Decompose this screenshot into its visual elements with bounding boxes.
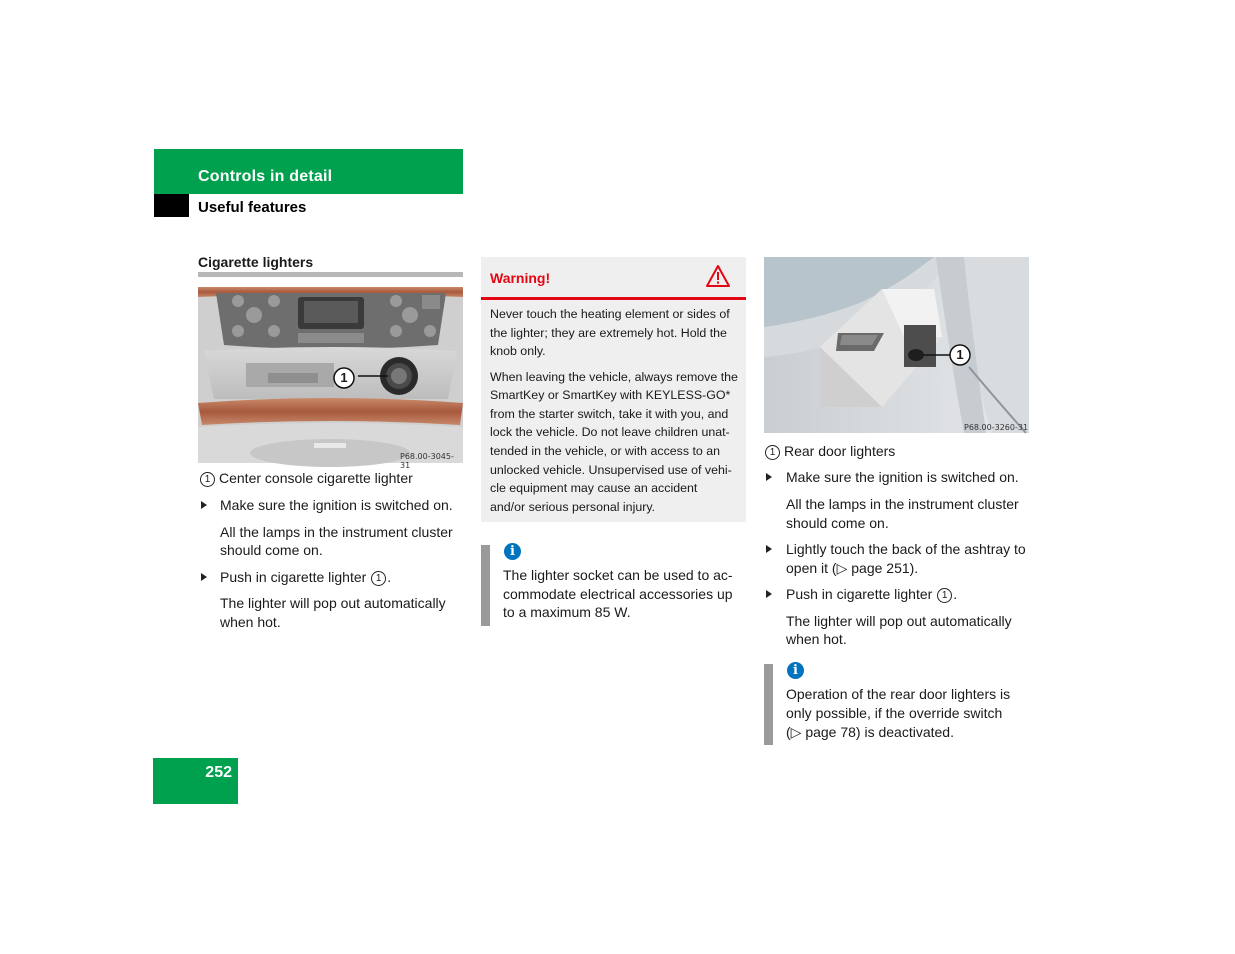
figure-callout-1: 1 <box>956 347 964 362</box>
section-title: Controls in detail <box>198 168 333 185</box>
step-number: 1 <box>937 588 952 603</box>
right-caption <box>765 442 895 461</box>
warning-line-1: Never touch the heating element or sides of <box>490 307 730 321</box>
right-step-2-line-2: open it (▷ page 251). <box>786 560 919 576</box>
warning-line-11: and/or serious personal injury. <box>490 500 656 514</box>
left-step-1-result-line-2: should come on. <box>220 542 323 558</box>
page-number: 252 <box>205 764 232 781</box>
step-text: Push in cigarette lighter <box>220 569 371 585</box>
left-step-1: Make sure the ignition is switched on. <box>220 497 453 513</box>
left-step-2-result-line-2: when hot. <box>220 614 281 630</box>
caption-text: Center console cigarette lighter <box>219 470 413 486</box>
right-step-3-result-line-1: The lighter will pop out automatically <box>786 613 1012 629</box>
info-2-line-3: (▷ page 78) is deactivated. <box>786 724 954 740</box>
figure-callout-1: 1 <box>340 370 348 385</box>
heading-rule <box>198 272 463 277</box>
subsection-title: Useful features <box>198 199 307 216</box>
warning-line-8: tended in the vehicle, or with access to an <box>490 444 721 458</box>
warning-line-4: When leaving the vehicle, always remove the <box>490 370 738 384</box>
info-2-line-2: only possible, if the override switch <box>786 705 1003 721</box>
info-1-line-1: The lighter socket can be used to ac- <box>503 567 733 583</box>
right-step-3-result-line-2: when hot. <box>786 631 847 647</box>
figure-code: P68.00-3260-31 <box>964 423 1029 432</box>
right-step-1: Make sure the ignition is switched on. <box>786 469 1019 485</box>
left-caption <box>200 469 413 488</box>
left-step-2-result-line-1: The lighter will pop out automatically <box>220 595 446 611</box>
warning-line-5: SmartKey or SmartKey with KEYLESS-GO* <box>490 388 731 402</box>
info-1-line-2: commodate electrical accessories up <box>503 586 733 602</box>
info-icon: i <box>787 662 804 679</box>
step-suffix: . <box>387 569 392 585</box>
figure-code: P68.00-3045-31 <box>400 452 454 470</box>
right-step-1-result-line-1: All the lamps in the instrument cluster <box>786 496 1019 512</box>
center-console-figure <box>198 287 463 470</box>
info-1-line-3: to a maximum 85 W. <box>503 604 631 620</box>
warning-line-10: cle equipment may cause an accident <box>490 481 698 495</box>
step-text: Push in cigarette lighter <box>786 586 937 602</box>
bullet-arrow-icon <box>201 573 207 581</box>
header-marker <box>154 194 189 217</box>
bullet-arrow-icon <box>201 501 207 509</box>
warning-line-6: from the starter switch, take it with you, and <box>490 407 729 421</box>
bullet-arrow-icon <box>766 473 772 481</box>
cigarette-lighters-heading: Cigarette lighters <box>198 254 314 270</box>
rear-door-figure <box>764 257 1029 433</box>
caption-number: 1 <box>200 472 215 487</box>
info-icon: i <box>504 543 521 560</box>
right-step-2-line-1: Lightly touch the back of the ashtray to <box>786 541 1026 557</box>
center-console-illustration <box>198 287 463 463</box>
caption-number: 1 <box>765 445 780 460</box>
warning-line-9: unlocked vehicle. Unsupervised use of vehi- <box>490 463 732 477</box>
rear-door-illustration <box>764 257 1029 433</box>
bullet-arrow-icon <box>766 545 772 553</box>
right-step-1-result-line-2: should come on. <box>786 515 889 531</box>
warning-title: Warning! <box>490 270 551 286</box>
warning-line-2: the lighter; they are extremely hot. Hold the <box>490 326 727 340</box>
info-box-bar <box>764 664 773 745</box>
left-step-2 <box>220 568 391 587</box>
info-2-line-1: Operation of the rear door lighters is <box>786 686 1011 702</box>
left-step-1-result-line-1: All the lamps in the instrument cluster <box>220 524 453 540</box>
right-step-3 <box>786 585 957 604</box>
step-suffix: . <box>953 586 958 602</box>
warning-line-7: lock the vehicle. Do not leave children unat- <box>490 425 730 439</box>
warning-line-3: knob only. <box>490 344 546 358</box>
caption-text: Rear door lighters <box>784 443 896 459</box>
step-number: 1 <box>371 571 386 586</box>
info-box-bar <box>481 545 490 626</box>
warning-triangle-icon <box>706 265 730 292</box>
bullet-arrow-icon <box>766 590 772 598</box>
